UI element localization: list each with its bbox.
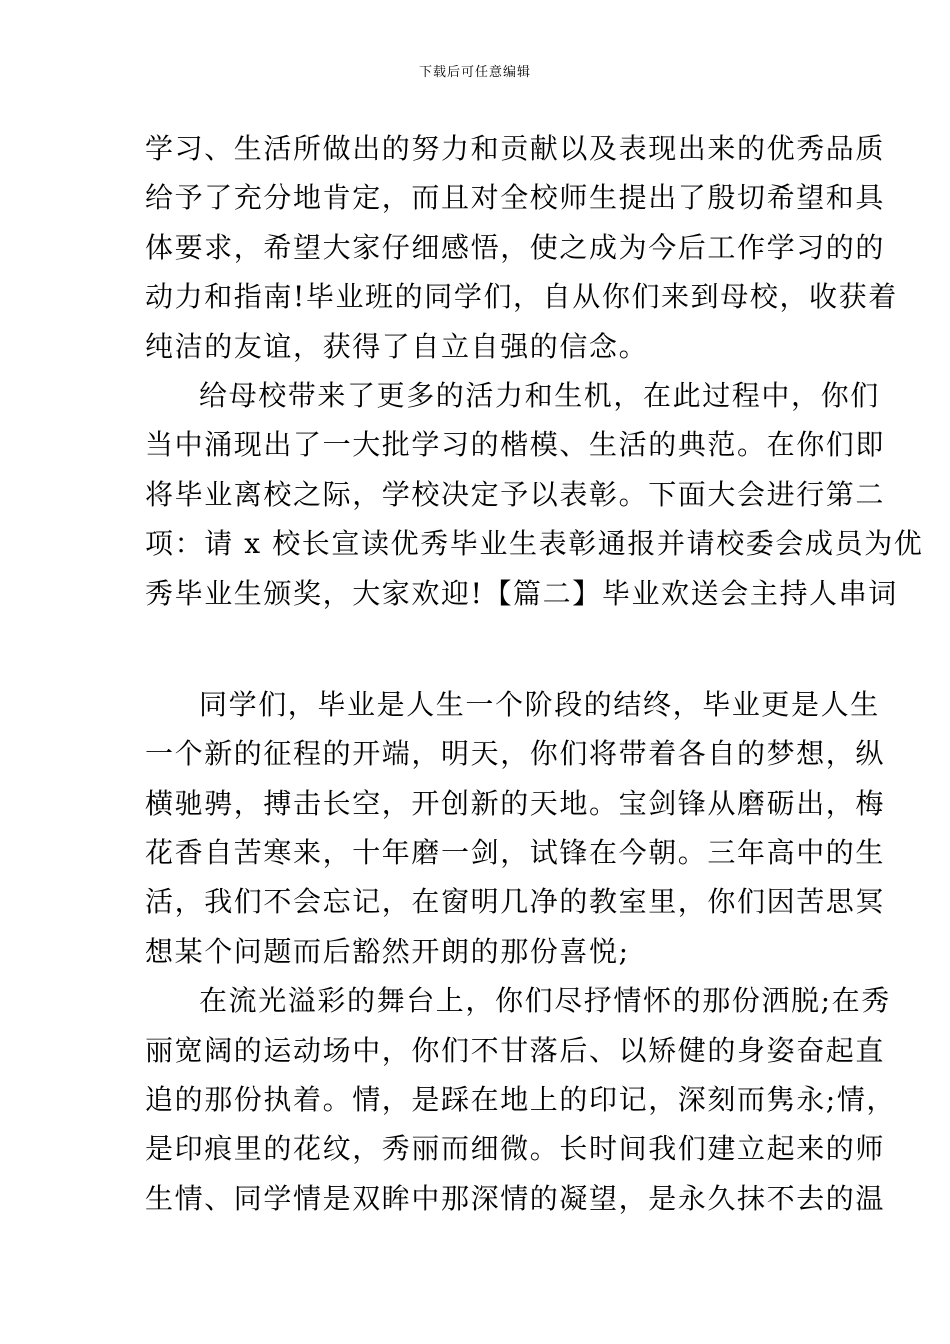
text-line: 项：请 x 校长宣读优秀毕业生表彰通报并请校委会成员为优 — [145, 527, 924, 561]
text-line: 在流光溢彩的舞台上，你们尽抒情怀的那份洒脱;在秀 — [199, 984, 891, 1018]
text-line: 横驰骋，搏击长空，开创新的天地。宝剑锋从磨砺出，梅 — [145, 786, 886, 820]
paragraph-3 — [145, 685, 886, 981]
text-line: 将毕业离校之际，学校决定予以表彰。下面大会进行第二 — [145, 477, 886, 511]
text-line: 活，我们不会忘记，在窗明几净的教室里，你们因苦思冥 — [145, 885, 886, 919]
paragraph-spacer — [145, 623, 805, 685]
text-line: 纯洁的友谊，获得了自立自强的信念。 — [145, 329, 649, 363]
paragraph-2 — [145, 376, 924, 623]
text-line: 秀毕业生颁奖，大家欢迎!【篇二】毕业欢送会主持人串词 — [145, 576, 898, 610]
text-line: 体要求，希望大家仔细感悟，使之成为今后工作学习的的 — [145, 230, 886, 264]
text-line: 一个新的征程的开端，明天，你们将带着各自的梦想，纵 — [145, 737, 886, 771]
text-line: 丽宽阔的运动场中，你们不甘落后、以矫健的身姿奋起直 — [145, 1033, 886, 1067]
document-body — [145, 129, 924, 1228]
paragraph-4 — [145, 981, 897, 1228]
text-line: 想某个问题而后豁然开朗的那份喜悦; — [145, 934, 630, 968]
text-line: 生情、同学情是双眸中那深情的凝望，是永久抹不去的温 — [145, 1181, 886, 1215]
paragraph-1 — [145, 129, 898, 376]
text-line: 当中涌现出了一大批学习的楷模、生活的典范。在你们即 — [145, 428, 886, 462]
page-header: 下载后可任意编辑 — [418, 65, 531, 80]
text-line: 学习、生活所做出的努力和贡献以及表现出来的优秀品质 — [145, 132, 886, 165]
text-line: 同学们，毕业是人生一个阶段的结终，毕业更是人生 — [199, 687, 880, 721]
text-line: 给母校带来了更多的活力和生机，在此过程中，你们 — [199, 378, 880, 412]
text-line: 动力和指南!毕业班的同学们，自从你们来到母校，收获着 — [145, 280, 898, 314]
text-line: 给予了充分地肯定，而且对全校师生提出了殷切希望和具 — [145, 181, 886, 215]
text-line: 追的那份执着。情，是踩在地上的印记，深刻而隽永;情， — [145, 1083, 897, 1117]
text-line: 花香自苦寒来，十年磨一剑，试锋在今朝。三年高中的生 — [145, 836, 886, 870]
text-line: 是印痕里的花纹，秀丽而细微。长时间我们建立起来的师 — [145, 1132, 886, 1166]
